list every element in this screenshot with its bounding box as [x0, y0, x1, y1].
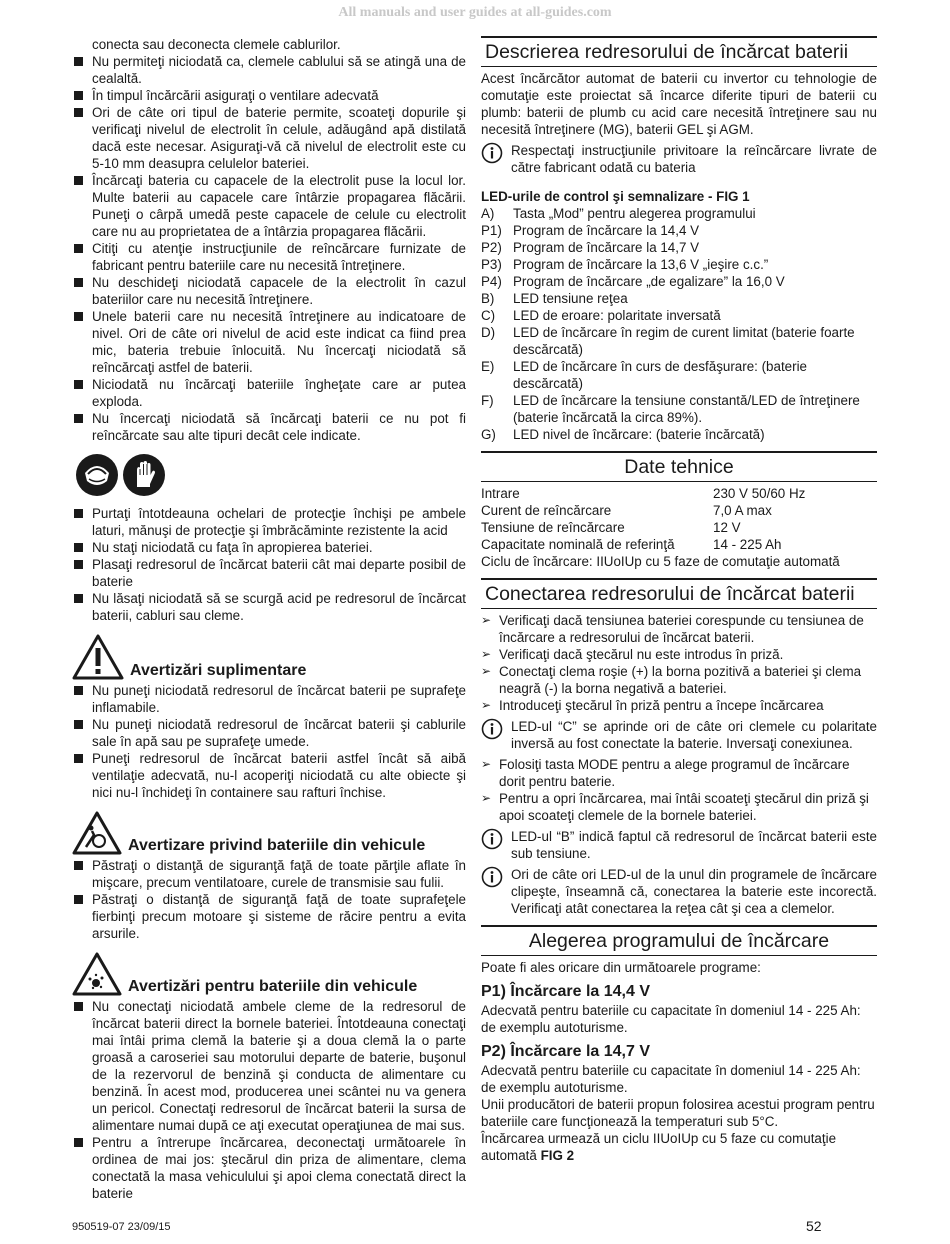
info-icon — [481, 866, 503, 888]
list-item: P4) Program de încărcare „de egalizare” la 16,0 V — [481, 274, 785, 289]
list-item: ➢ Conectaţi clema roşie (+) la borna pozitivă a bateriei şi clema neagră (-) la borna negativă a bateriei. — [481, 663, 877, 697]
section-title-program: Alegerea programului de încărcare — [481, 925, 877, 956]
led-list — [481, 205, 877, 443]
table-row: Intrare 230 V 50/60 Hz — [481, 486, 806, 501]
spark-explosion-warning-icon — [72, 952, 122, 996]
info-text: LED-ul “B” indică faptul că redresorul de încărcat baterii este sub tensiune. — [511, 829, 877, 861]
list-item: Pentru a întrerupe încărcarea, deconectaţi următoarele în ordinea de mai jos: ştecărul din priza de alimentare, clema conectată la masa vehiculului şi apoi clema conectată direct la baterie — [72, 1134, 466, 1202]
section-title-tech: Date tehnice — [481, 451, 877, 482]
table-row: Ciclu de încărcare: IIUoIUp cu 5 faze de comutaţie automată — [481, 554, 840, 569]
left-column — [72, 36, 466, 1202]
right-column — [481, 36, 877, 1164]
list-item: Puneţi redresorul de încărcat baterii astfel încât să aibă ventilaţie adecvată, nu-l acoperiţi niciodată cu alte obiecte şi nici nu-l închideţi în containere sau rafturi închise. — [72, 750, 466, 801]
program-p2-cycle: Încărcarea urmează un ciclu IIUoIUp cu 5 faze cu comutaţie automată FIG 2 — [481, 1131, 837, 1163]
warning-heading — [72, 811, 466, 855]
info-icon — [481, 828, 503, 850]
list-item: În timpul încărcării asiguraţi o ventilare adecvată — [72, 87, 466, 104]
table-row: Tensiune de reîncărcare 12 V — [481, 520, 741, 535]
table-row: Curent de reîncărcare 7,0 A max — [481, 503, 772, 518]
info-note — [481, 718, 877, 752]
info-text: Respectaţi instrucţiunile privitoare la reîncărcare livrate de către fabricant odată cu bateria — [511, 143, 877, 175]
list-item: ➢ Folosiţi tasta MODE pentru a alege programul de încărcare dorit pentru baterie. — [481, 756, 877, 790]
list-item: P3) Program de încărcare la 13,6 V „ieşire c.c.” — [481, 257, 769, 272]
document-code: 950519-07 23/09/15 — [72, 1221, 171, 1233]
warning-title: Avertizări pentru bateriile din vehicule — [128, 978, 418, 995]
list-item: B) LED tensiune reţea — [481, 291, 628, 306]
info-note — [481, 142, 877, 176]
ppe-icons — [75, 453, 466, 497]
tech-table — [481, 485, 877, 570]
gloves-icon — [122, 453, 166, 497]
list-item: Niciodată nu încărcaţi bateriile îngheţate care ar putea exploda. — [72, 376, 466, 410]
led-list-title: LED-urile de control şi semnalizare - FIG 1 — [481, 189, 750, 204]
list-item: Păstraţi o distanţă de siguranţă faţă de toate suprafeţele fierbinţi precum motoare şi sisteme de răcire pentru a evita arsurile. — [72, 891, 466, 942]
info-note — [481, 828, 877, 862]
list-item: Plasaţi redresorul de încărcat baterii cât mai departe posibil de baterie — [72, 556, 466, 590]
section-title-connect: Conectarea redresorului de încărcat baterii — [481, 578, 877, 609]
list-item: ➢ Pentru a opri încărcarea, mai întâi scoateţi ştecărul din priză şi apoi scoateţi clemele de la bornele bateriei. — [481, 790, 877, 824]
list-item: Încărcaţi bateria cu capacele de la electrolit puse la locul lor. Multe baterii au capacele care întârzie propagarea flăcării. Puneţi o cârpă umedă peste capacele de celule cu electrolit care nu au proprietatea de a întârzia propagarea flăcării. — [72, 172, 466, 240]
program-p1-text: Adecvată pentru bateriile cu capacitate în domeniul 14 - 225 Ah: de exemplu autoturisme. — [481, 1003, 861, 1035]
list-item: A) Tasta „Mod” pentru alegerea programului — [481, 206, 756, 221]
list-item: Păstraţi o distanţă de siguranţă faţă de toate părţile aflate în mişcare, precum ventilatoare, curele de transmisie sau fulii. — [72, 857, 466, 891]
list-item: G) LED nivel de încărcare: (baterie încărcată) — [481, 427, 765, 442]
warning-heading — [72, 952, 466, 996]
warning-title: Avertizare privind bateriile din vehicule — [128, 837, 426, 854]
program-p2-title: P2) Încărcare la 14,7 V — [481, 1043, 650, 1060]
face-shield-icon — [75, 453, 119, 497]
watermark: All manuals and user guides at all-guides.com — [338, 5, 612, 20]
list-item: Unele baterii care nu necesită întreţinere au indicatoare de nivel. Ori de câte ori nivelul de acid este indicat ca fiind prea mic, bateria trebuie înlocuită. Nu încercaţi niciodată să reîncărcaţi astfel de baterii. — [72, 308, 466, 376]
info-text: LED-ul “C” se aprinde ori de câte ori clemele cu polaritate inversă au fost conectate la baterie. Inversaţi conexiunea. — [511, 719, 877, 751]
list-item: Nu puneţi niciodată redresorul de încărcat baterii pe suprafeţe inflamabile. — [72, 682, 466, 716]
list-item: P1) Program de încărcare la 14,4 V — [481, 223, 700, 238]
list-item: Nu puneţi niciodată redresorul de încărcat baterii şi cablurile sale în apă sau pe suprafeţe umede. — [72, 716, 466, 750]
info-note — [481, 866, 877, 917]
list-item: P2) Program de încărcare la 14,7 V — [481, 240, 700, 255]
list-item: ➢ Verificaţi dacă tensiunea bateriei corespunde cu tensiunea de încărcare a redresorului de încărcat baterii. — [481, 612, 877, 646]
table-row: Capacitate nominală de referinţă 14 - 225 Ah — [481, 537, 782, 552]
list-item: ➢ Introduceţi ştecărul în priză pentru a începe încărcarea — [481, 697, 877, 714]
figure-ref: FIG 2 — [540, 1148, 575, 1163]
program-p2-text: Adecvată pentru bateriile cu capacitate în domeniul 14 - 225 Ah: de exemplu autoturisme. — [481, 1063, 861, 1095]
list-item: Nu încercaţi niciodată să încărcaţi baterii ce nu pot fi reîncărcate sau alte tipuri decât cele indicate. — [72, 410, 466, 444]
warning-heading — [72, 634, 466, 680]
section-title-description: Descrierea redresorului de încărcat baterii — [481, 36, 877, 67]
list-item: C) LED de eroare: polaritate inversată — [481, 308, 721, 323]
info-text: Ori de câte ori LED-ul de la unul din programele de încărcare clipeşte, înseamnă că, conectarea la baterie este incorectă. Verificaţi atât conectarea la reţea cât şi cea a clemelor. — [511, 867, 877, 916]
list-item: Nu deschideţi niciodată capacele de la electrolit în cazul bateriilor care nu necesită întreţinere. — [72, 274, 466, 308]
info-icon — [481, 718, 503, 740]
list-item: E) LED de încărcare în curs de desfăşurare: (baterie descărcată) — [481, 359, 807, 391]
list-item: D) LED de încărcare în regim de curent limitat (baterie foarte descărcată) — [481, 325, 855, 357]
list-item: F) LED de încărcare la tensiune constantă/LED de întreţinere (baterie încărcată la circa 89%). — [481, 393, 860, 425]
list-item: Ori de câte ori tipul de baterie permite, scoateţi dopurile şi verificaţi nivelul de electrolit în celule, adăugând apă distilată dacă este necesar. Asiguraţi-vă că nivelul de electrolit este cu 5-10 mm deasupra celulelor bateriei. — [72, 104, 466, 172]
warning-title: Avertizări suplimentare — [130, 662, 307, 679]
page-number: 52 — [806, 1218, 822, 1234]
list-item: Nu conectaţi niciodată ambele cleme de la redresorul de încărcat baterii direct la bornele bateriei. Întotdeauna conectaţi mai întâi prima clemă la baterie şi a doua clemă la o parte groasă a caroseriei sau motorului departe de baterie, buşonul de la rezervorul de benzină şi conducta de alimentare cu benzină. În acest mod, producerea unei scântei nu va genera un pericol. Conectaţi redresorul de încărcat baterii la sursa de alimentare numai după ce aţi executat operaţiunea de mai sus. — [72, 998, 466, 1134]
list-item: Nu permiteţi niciodată ca, clemele cablului să se atingă una de cealaltă. — [72, 53, 466, 87]
list-item: Nu lăsaţi niciodată să se scurgă acid pe redresorul de încărcat baterii, cabluri sau cleme. — [72, 590, 466, 624]
program-intro: Poate fi ales oricare din următoarele programe: — [481, 960, 761, 975]
program-p1-title: P1) Încărcare la 14,4 V — [481, 983, 650, 1000]
info-icon — [481, 142, 503, 164]
moving-parts-warning-icon — [72, 811, 122, 855]
list-item: Purtaţi întotdeauna ochelari de protecţie închişi pe ambele laturi, mănuşi de protecţie şi îmbrăcăminte rezistente la acid — [72, 505, 466, 539]
warning-exclamation-icon — [72, 634, 124, 680]
program-p2-note: Unii producători de baterii propun folosirea acestui program pentru bateriile care funcţionează la temperaturi sub 5°C. — [481, 1097, 875, 1129]
description-text: Acest încărcător automat de baterii cu invertor cu tehnologie de comutaţie este proiectat să încarce diferite tipuri de baterii cu plumb: baterii de plumb cu acid care necesită întreţinere sau nu necesită întreţinere (MG), baterii GEL şi AGM. — [481, 71, 877, 137]
list-item: Citiţi cu atenţie instrucţiunile de reîncărcare furnizate de fabricant pentru bateriile care nu necesită întreţinere. — [72, 240, 466, 274]
list-item: ➢ Verificaţi dacă ştecărul nu este introdus în priză. — [481, 646, 877, 663]
list-item: Nu staţi niciodată cu faţa în apropierea bateriei. — [72, 539, 466, 556]
bullet-continuation: conecta sau deconecta clemele cablurilor. — [92, 37, 341, 52]
